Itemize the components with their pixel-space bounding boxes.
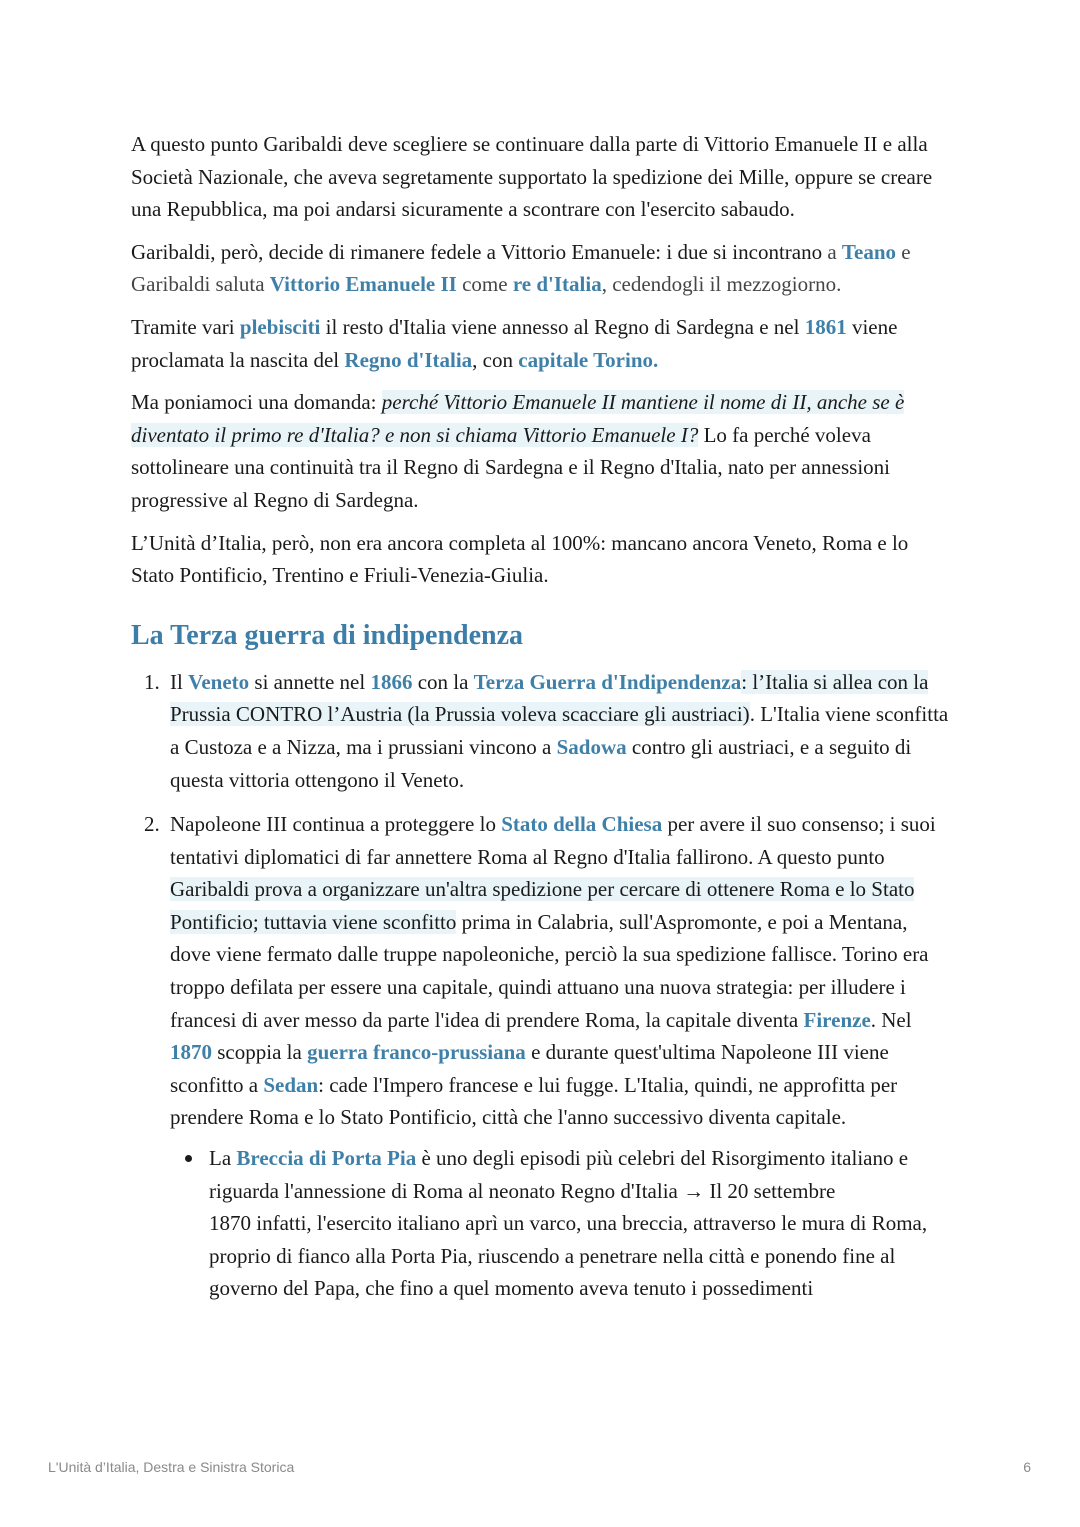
- highlighted-text: : l’Italia si allea con la Prussia CONTRO l’Austria (la Prussia voleva scacciare gli austriaci): [170, 669, 929, 727]
- keyword-1861: 1861: [804, 314, 847, 339]
- text-segment: per avere il suo consenso; i suoi tentativi diplomatici di far annettere Roma al Regno d'Italia fallirono. A questo punto: [170, 812, 936, 869]
- list-item: [144, 808, 951, 1305]
- keyword-sedan: Sedan: [263, 1072, 319, 1097]
- paragraph-unita-incompleta: L’Unità d’Italia, però, non era ancora completa al 100%: mancano ancora Veneto, Roma e lo Stato Pontificio, Trentino e Friuli-Venezia-Giulia.: [131, 530, 909, 588]
- text-segment: Tramite vari: [131, 314, 240, 339]
- keyword-1866: 1866: [370, 669, 413, 694]
- keyword-firenze: Firenze: [803, 1007, 871, 1032]
- text-segment: prima in Calabria, sull'Aspromonte, e poi a Mentana, dove viene fermato dalle truppe napoleoniche, perciò la sua spedizione fallisce. Torino era troppo defilata per essere una capitale, quindi attuano una nuova strategia: per illudere i francesi di aver messo da parte l'idea di prendere Roma, la capitale diventa: [170, 909, 929, 1032]
- section-heading: La Terza guerra di indipendenza: [131, 619, 524, 651]
- text-segment: Lo fa perché voleva sottolineare una continuità tra il Regno di Sardegna e il Regno d'Italia, nato per annessioni progressive al Regno di Sardegna.: [131, 422, 890, 512]
- bullet-list: [170, 1142, 951, 1305]
- keyword-terza-guerra: Terza Guerra d'Indipendenza: [473, 669, 742, 694]
- list-item: [144, 666, 951, 796]
- highlighted-question: perché Vittorio Emanuele II mantiene il nome di II, anche se è diventato il primo re d'Italia? e non si chiama Vittorio Emanuele I?: [131, 390, 905, 447]
- keyword-breccia-porta-pia: Breccia di Porta Pia: [236, 1146, 417, 1171]
- keyword-stato-chiesa: Stato della Chiesa: [501, 812, 663, 837]
- text-segment: 1870 infatti, l'esercito italiano aprì un varco, una breccia, attraverso le mura di Roma, proprio di fianco alla Porta Pia, riuscendo a penetrare nella città e ponendo fine al governo del Papa, che fino a quel momento aveva tenuto i possedimenti: [209, 1211, 928, 1301]
- keyword-guerra-franco-prussiana: guerra franco-prussiana: [307, 1040, 526, 1065]
- text-segment: a: [822, 239, 842, 264]
- text-segment: Il: [170, 669, 189, 694]
- paragraph-plebisciti: [131, 311, 951, 376]
- keyword-veneto: Veneto: [188, 669, 250, 694]
- text-segment: Ma poniamoci una domanda:: [131, 390, 382, 415]
- text-segment: La: [209, 1146, 237, 1171]
- text-segment: scoppia la: [212, 1040, 308, 1065]
- paragraph-teano-meeting: [131, 236, 951, 301]
- footer-page-number: 6: [1023, 1459, 1031, 1475]
- paragraph-garibaldi-choice: A questo punto Garibaldi deve scegliere se continuare dalla parte di Vittorio Emanuele II e alla Società Nazionale, che aveva segretamente supportato la spedizione dei Mille, oppure se creare una Repubblica, ma poi andarsi sicuramente a scontrare con l'esercito sabaudo.: [131, 132, 933, 222]
- keyword-vittorio-emanuele: Vittorio Emanuele II: [269, 272, 457, 297]
- footer-document-title: L'Unità d’Italia, Destra e Sinistra Storica: [48, 1459, 295, 1475]
- text-segment: viene proclamata la nascita del: [131, 314, 898, 372]
- text-segment: con la: [412, 669, 474, 694]
- text-segment: : cade l'Impero francese e lui fugge. L'Italia, quindi, ne approfitta per prendere Roma e lo Stato Pontificio, città che l'anno successivo diventa capitale.: [170, 1072, 898, 1130]
- keyword-teano: Teano: [841, 239, 897, 264]
- numbered-list: [131, 666, 951, 1305]
- keyword-capitale-torino: capitale Torino.: [518, 347, 659, 372]
- text-segment: Garibaldi, però, decide di rimanere fedele a Vittorio Emanuele: i due si incontrano: [131, 239, 823, 264]
- text-segment: si annette nel: [249, 669, 371, 694]
- text-segment: e Garibaldi saluta: [131, 239, 911, 297]
- bullet-icon: [185, 1155, 192, 1162]
- keyword-re-italia: re d'Italia: [512, 272, 602, 297]
- keyword-sadowa: Sadowa: [556, 734, 627, 759]
- text-segment: e durante quest'ultima Napoleone III viene sconfitto a: [170, 1040, 889, 1097]
- text-segment: come: [456, 272, 513, 297]
- text-segment: contro gli austriaci, e a seguito di questa vittoria ottengono il Veneto.: [170, 734, 912, 792]
- text-segment: Napoleone III continua a proteggere lo: [170, 812, 502, 837]
- text-segment: il resto d'Italia viene annesso al Regno di Sardegna e nel: [320, 314, 805, 339]
- text-segment: , con: [472, 347, 519, 372]
- page-content: [131, 128, 951, 1317]
- keyword-plebisciti: plebisciti: [239, 314, 321, 339]
- paragraph-domanda: [131, 386, 951, 516]
- text-segment: . Nel: [870, 1007, 912, 1032]
- bullet-item: [209, 1142, 951, 1305]
- list-number: 1.: [144, 669, 160, 694]
- keyword-1870: 1870: [170, 1040, 212, 1065]
- list-number: 2.: [144, 812, 160, 837]
- text-segment: è uno degli episodi più celebri del Risorgimento italiano e riguarda l'annessione di Roma al neonato Regno d'Italia → Il 20 settembre: [209, 1146, 909, 1203]
- highlighted-text: Garibaldi prova a organizzare un'altra spedizione per cercare di ottenere Roma e lo Stato Pontificio; tuttavia viene sconfitto: [170, 877, 915, 934]
- text-segment: . L'Italia viene sconfitta a Custoza e a Nizza, ma i prussiani vincono a: [170, 702, 949, 759]
- text-segment: , cedendogli il mezzogiorno.: [601, 272, 842, 297]
- keyword-regno-italia: Regno d'Italia: [344, 347, 473, 372]
